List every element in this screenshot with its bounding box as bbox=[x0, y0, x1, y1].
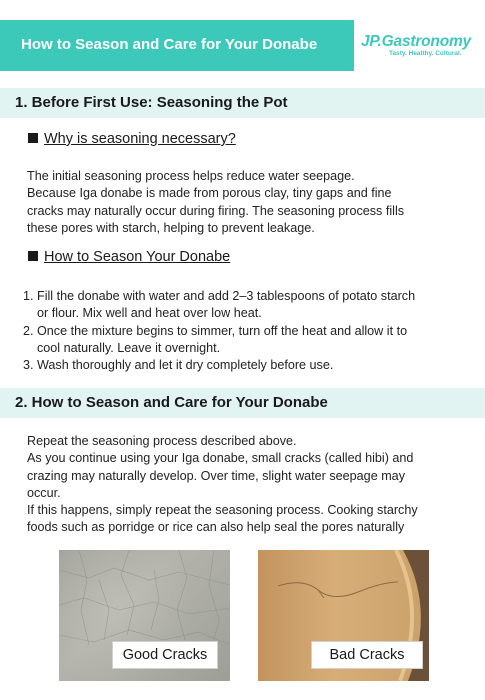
how-to-season-heading-text: How to Season Your Donabe bbox=[44, 249, 231, 265]
paragraph-line: Repeat the seasoning process described above. bbox=[27, 434, 297, 448]
why-seasoning-heading bbox=[28, 131, 236, 147]
square-bullet-icon bbox=[28, 251, 38, 261]
paragraph-line: As you continue using your Iga donabe, small cracks (called hibi) and bbox=[27, 451, 414, 466]
logo-tagline: Tasty. Healthy. Cultural. bbox=[389, 50, 462, 57]
section-1-title: 1. Before First Use: Seasoning the Pot bbox=[15, 94, 288, 111]
paragraph-line: crazing may naturally develop. Over time, slight water seepage may bbox=[27, 468, 405, 483]
paragraph-line: cracks may naturally occur during firing. The seasoning process fills bbox=[27, 203, 405, 218]
square-bullet-icon bbox=[28, 133, 38, 143]
seasoning-steps-list bbox=[23, 288, 473, 374]
good-cracks-photo bbox=[59, 550, 230, 681]
section-2-title: 2. How to Season and Care for Your Donabe bbox=[15, 394, 328, 411]
why-seasoning-heading-text: Why is seasoning necessary? bbox=[44, 131, 236, 147]
list-item-continuation: cool naturally. Leave it overnight. bbox=[37, 340, 221, 355]
logo-text: JP.Gastronomy bbox=[361, 33, 471, 50]
list-item: 3. Wash thoroughly and let it dry completely before use. bbox=[23, 358, 334, 373]
care-paragraph bbox=[27, 433, 467, 537]
bad-cracks-photo bbox=[258, 550, 429, 681]
paragraph-line: these pores with starch, helping to prevent leakage. bbox=[27, 220, 315, 235]
list-item: 2. Once the mixture begins to simmer, turn off the heat and allow it to bbox=[23, 323, 408, 338]
page-title: How to Season and Care for Your Donabe bbox=[21, 36, 318, 53]
how-to-season-heading bbox=[28, 249, 230, 265]
paragraph-line: The initial seasoning process helps reduce water seepage. bbox=[27, 169, 355, 183]
paragraph-line: occur. bbox=[27, 485, 61, 500]
list-item-continuation: or flour. Mix well and heat over low heat. bbox=[37, 306, 262, 321]
bad-cracks-label: Bad Cracks bbox=[311, 641, 423, 669]
paragraph-line: foods such as porridge or rice can also help seal the pores naturally bbox=[27, 520, 405, 535]
paragraph-line: If this happens, simply repeat the seasoning process. Cooking starchy bbox=[27, 503, 418, 518]
paragraph-line: Because Iga donabe is made from porous clay, tiny gaps and fine bbox=[27, 186, 392, 201]
brand-logo bbox=[361, 33, 479, 58]
good-cracks-label: Good Cracks bbox=[112, 641, 218, 669]
why-seasoning-paragraph bbox=[27, 168, 467, 237]
list-item: 1. Fill the donabe with water and add 2–3 tablespoons of potato starch bbox=[23, 289, 416, 303]
